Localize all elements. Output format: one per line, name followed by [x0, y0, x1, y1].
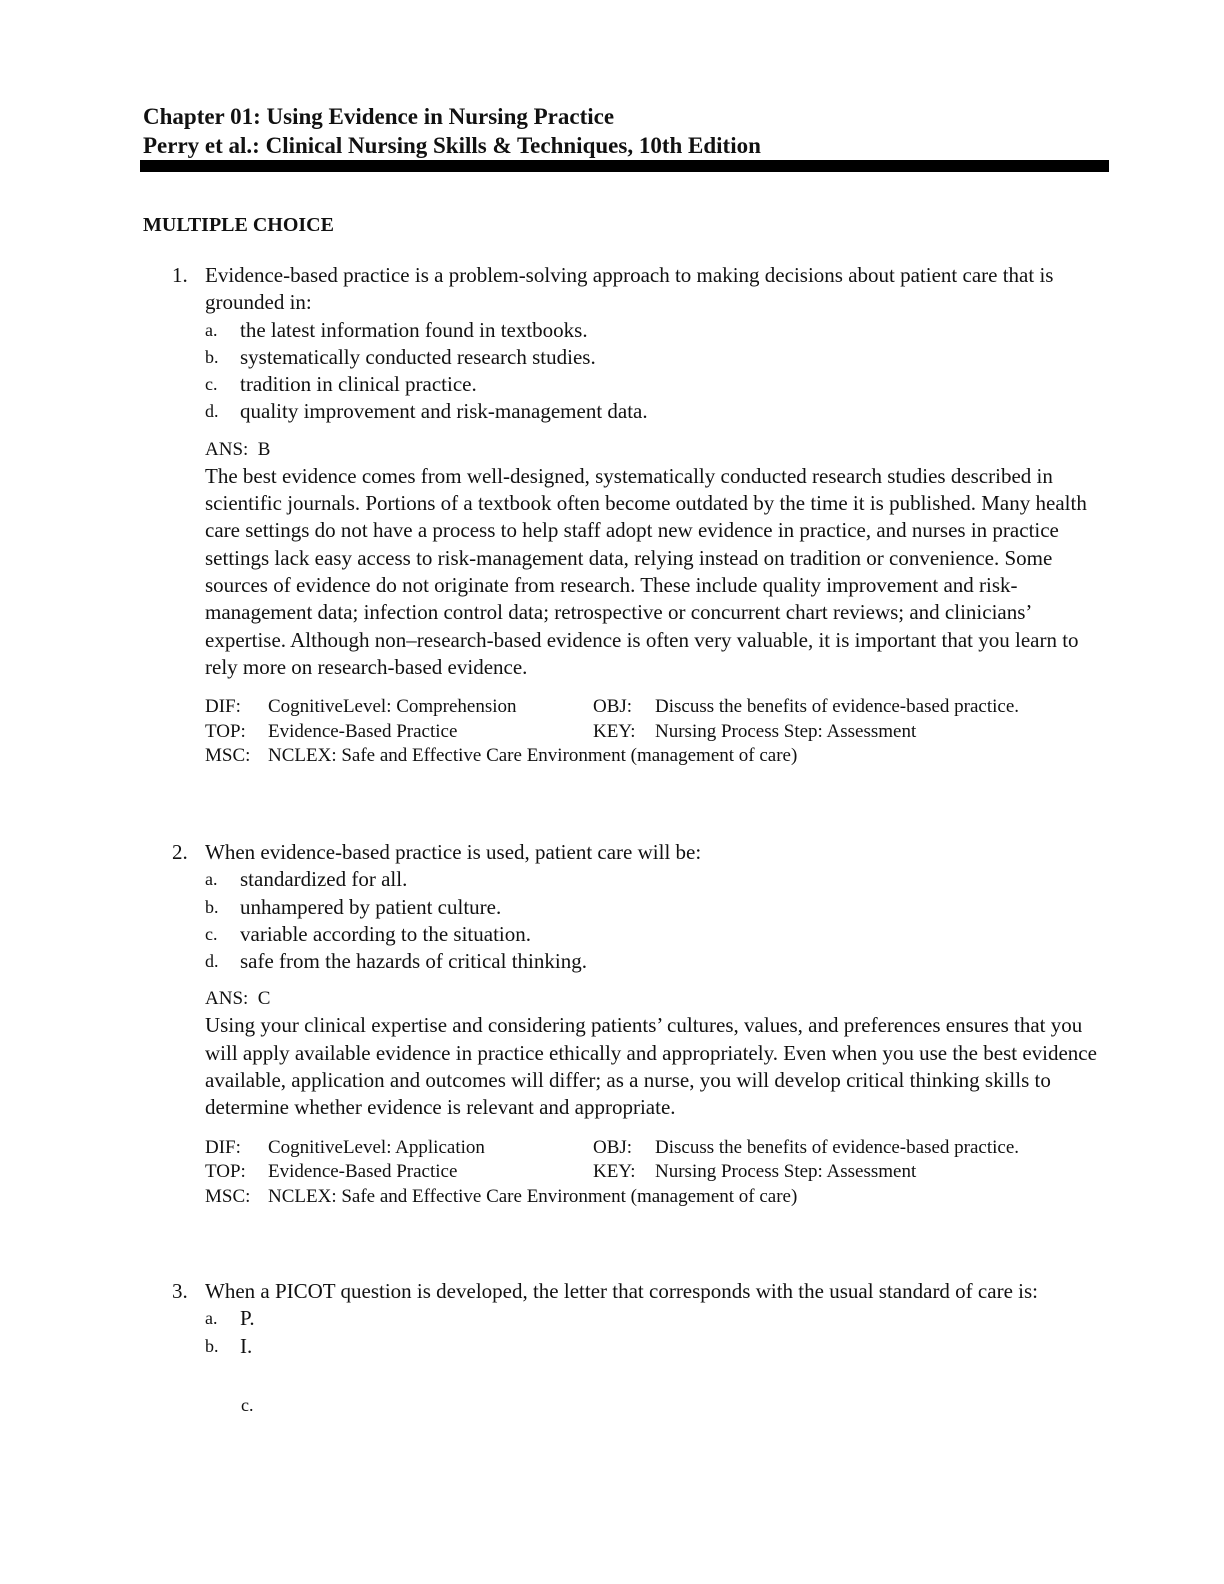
choice-text: safe from the hazards of critical thinking.: [240, 949, 587, 974]
dif-value: CognitiveLevel: Application: [268, 1136, 485, 1158]
answer-choices: [205, 1305, 1109, 1360]
question-3: [143, 1278, 1109, 1360]
choice-letter: b.: [205, 346, 219, 367]
choice-b: [205, 894, 1109, 921]
key-label: KEY:: [593, 720, 636, 742]
choice-text: quality improvement and risk-management data.: [240, 399, 648, 424]
top-label: TOP:: [205, 720, 246, 742]
question-number: 2.: [172, 840, 188, 864]
question-text: When a PICOT question is developed, the letter that corresponds with the usual standard of care is:: [205, 1279, 1038, 1303]
key-label: KEY:: [593, 1161, 636, 1183]
choice-d: [205, 948, 1109, 975]
choice-text: variable according to the situation.: [240, 921, 531, 946]
choice-letter: c.: [205, 374, 218, 395]
answer-block: [205, 985, 1109, 1121]
choice-b: [205, 344, 1109, 371]
choice-b: [205, 1333, 1109, 1360]
key-value: Nursing Process Step: Assessment: [655, 720, 917, 742]
rationale-text: The best evidence comes from well-designed, systematically conducted research studies described in scientific journals. Portions of a textbook often become outdated by the time it is published. Many health care settings do not have a process to help staff adopt new evidence in practice, and nurses in practice settings lack easy access to risk-management data, relying instead on tradition or convenience. Some sources of evidence do not originate from research. These include quality improvement and risk-management data; infection control data; retrospective or concurrent chart reviews; and clinicians’ expertise. Although non–research-based evidence is often very valuable, it is important that you learn to rely more on research-based evidence.: [205, 463, 1087, 679]
question-stem: [143, 1278, 1109, 1305]
question-metadata: [205, 695, 1109, 769]
choice-c: [205, 371, 1109, 398]
choice-letter: a.: [205, 869, 218, 890]
choice-a: [205, 1305, 1109, 1332]
answer-label: ANS:: [205, 988, 249, 1010]
obj-label: OBJ:: [593, 696, 633, 718]
answer-choices: [205, 866, 1109, 975]
choice-c-letter: c.: [241, 1395, 254, 1415]
answer-value: C: [257, 988, 271, 1010]
meta-row-top-key: [205, 1160, 1109, 1185]
question-1: [143, 262, 1109, 769]
msc-value: NCLEX: Safe and Effective Care Environment (management of care): [268, 745, 798, 767]
book-title: Perry et al.: Clinical Nursing Skills & Techniques, 10th Edition: [143, 133, 761, 158]
obj-label: OBJ:: [593, 1136, 633, 1158]
choice-a: [205, 866, 1109, 893]
question-number: 3.: [172, 1279, 188, 1303]
meta-row-msc: [205, 1185, 1109, 1210]
meta-row-msc: [205, 744, 1109, 769]
question-stem: [143, 839, 1109, 866]
answer-choices: [205, 317, 1109, 426]
header-rule: [140, 160, 1109, 172]
choice-letter: d.: [205, 951, 219, 972]
choice-text: unhampered by patient culture.: [240, 894, 502, 919]
key-value: Nursing Process Step: Assessment: [655, 1161, 917, 1183]
obj-value: Discuss the benefits of evidence-based practice.: [655, 1136, 1020, 1158]
msc-label: MSC:: [205, 745, 251, 767]
choice-letter: b.: [205, 1335, 219, 1356]
question-stem: [143, 262, 1109, 317]
obj-value: Discuss the benefits of evidence-based practice.: [655, 696, 1020, 718]
dif-value: CognitiveLevel: Comprehension: [268, 696, 517, 718]
answer-line: [205, 985, 1109, 1012]
document-header: [143, 102, 1109, 160]
choice-text: P.: [240, 1306, 255, 1331]
choice-text: standardized for all.: [240, 867, 408, 892]
answer-block: [205, 436, 1109, 681]
answer-value: B: [257, 438, 271, 460]
choice-letter: b.: [205, 896, 219, 917]
choice-text: the latest information found in textbooks.: [240, 317, 588, 342]
choice-c: [205, 921, 1109, 948]
answer-label: ANS:: [205, 438, 249, 460]
choice-text: I.: [240, 1333, 253, 1358]
question-text: Evidence-based practice is a problem-solving approach to making decisions about patient care that is grounded in:: [205, 263, 1054, 315]
choice-letter: a.: [205, 1308, 218, 1329]
question-number: 1.: [172, 263, 188, 287]
dif-label: DIF:: [205, 1136, 241, 1158]
top-label: TOP:: [205, 1161, 246, 1183]
rationale-text: Using your clinical expertise and considering patients’ cultures, values, and preferences ensures that you will apply available evidence in practice ethically and appropriately. Even when you use the best evidence available, application and outcomes will differ; as a nurse, you will develop critical thinking skills to determine whether evidence is relevant and appropriate.: [205, 1013, 1097, 1120]
choice-letter: a.: [205, 319, 218, 340]
meta-row-dif-obj: [205, 1136, 1109, 1161]
section-heading: MULTIPLE CHOICE: [143, 214, 334, 236]
choice-text: tradition in clinical practice.: [240, 372, 477, 397]
msc-label: MSC:: [205, 1185, 251, 1207]
choice-text: systematically conducted research studies.: [240, 344, 596, 369]
top-value: Evidence-Based Practice: [268, 720, 458, 742]
choice-a: [205, 317, 1109, 344]
meta-row-top-key: [205, 720, 1109, 745]
dif-label: DIF:: [205, 696, 241, 718]
choice-letter: d.: [205, 401, 219, 422]
question-metadata: [205, 1136, 1109, 1210]
choice-letter: c.: [205, 923, 218, 944]
top-value: Evidence-Based Practice: [268, 1161, 458, 1183]
msc-value: NCLEX: Safe and Effective Care Environment (management of care): [268, 1185, 798, 1207]
meta-row-dif-obj: [205, 695, 1109, 720]
chapter-title: Chapter 01: Using Evidence in Nursing Practice: [143, 104, 615, 129]
choice-d: [205, 398, 1109, 425]
answer-line: [205, 436, 1109, 463]
question-text: When evidence-based practice is used, patient care will be:: [205, 840, 702, 864]
question-2: [143, 839, 1109, 1209]
